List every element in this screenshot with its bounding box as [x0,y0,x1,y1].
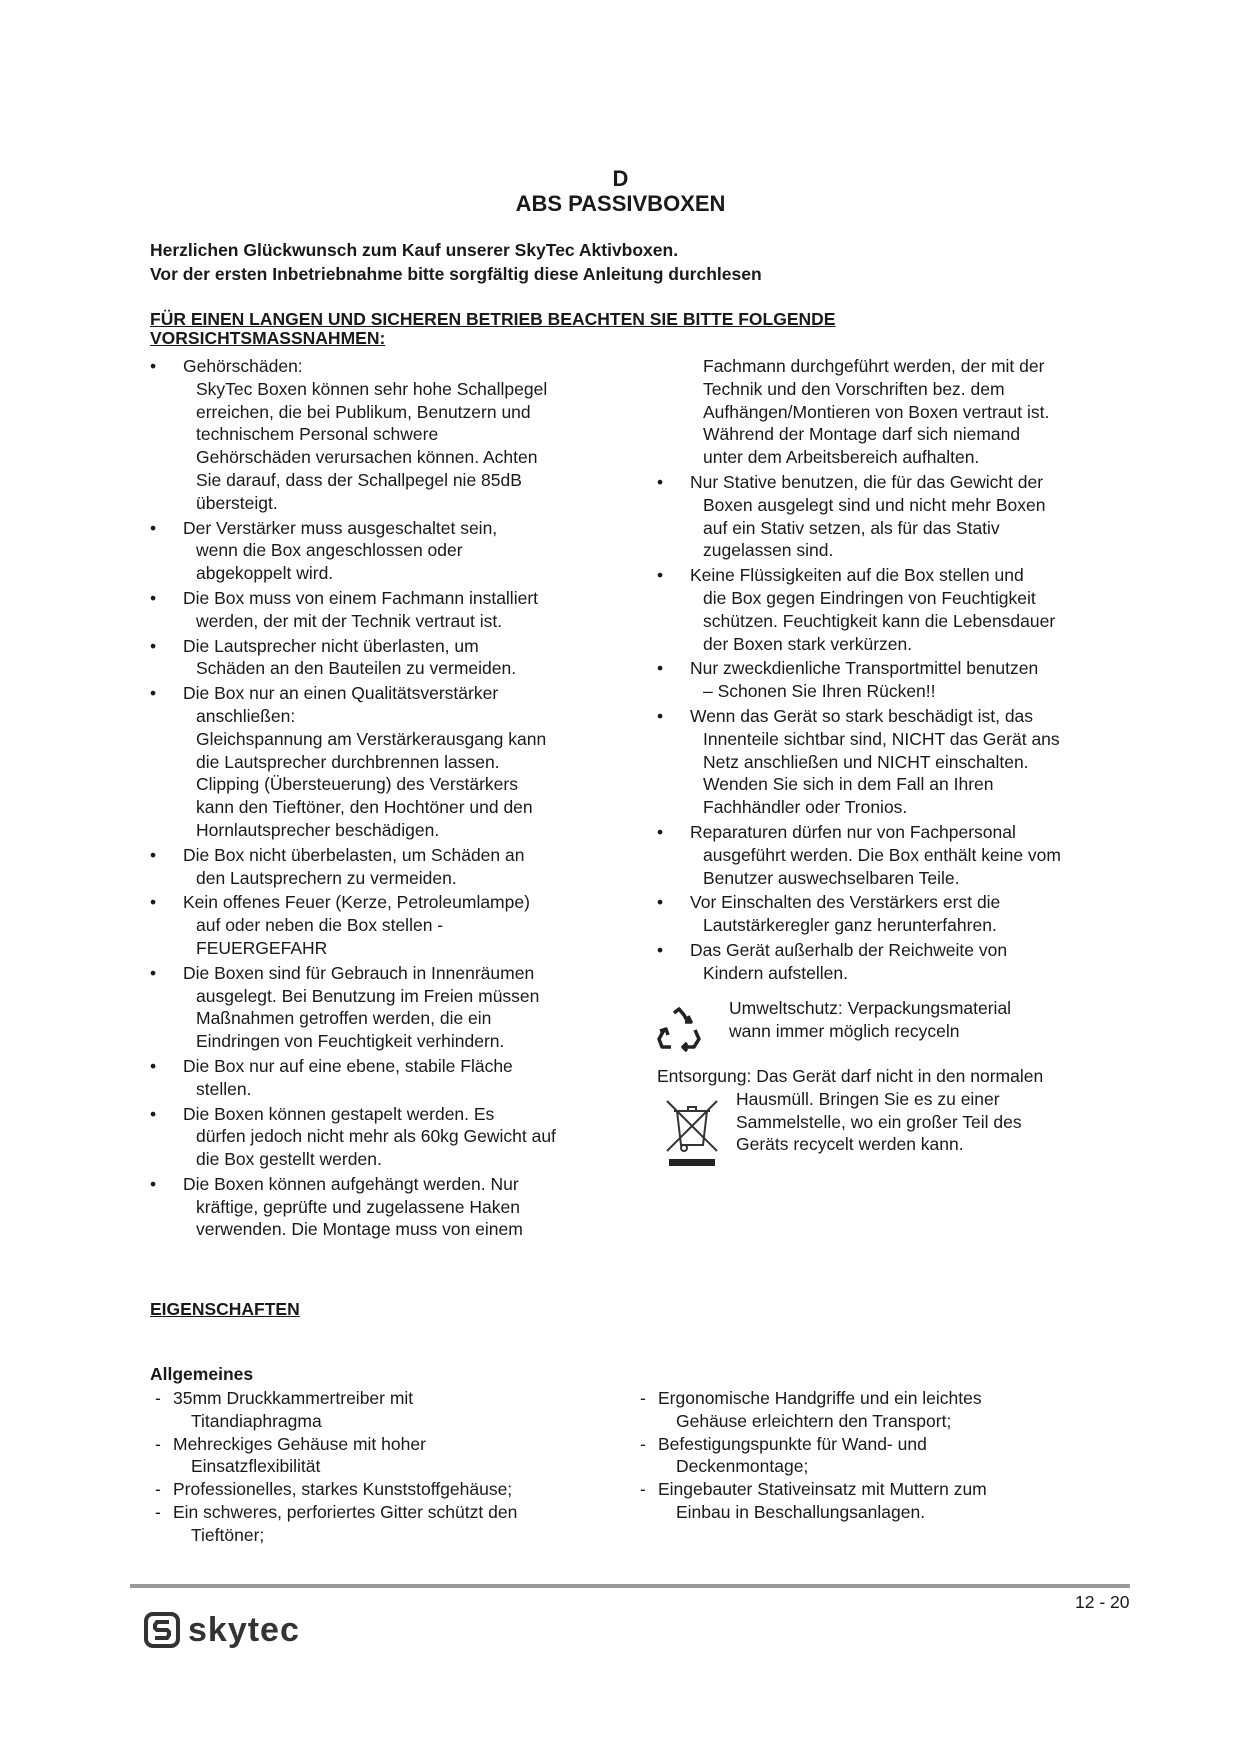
precaution-line: verwenden. Die Montage muss von einem [196,1219,523,1240]
feature-line: Eingebauter Stativeinsatz mit Muttern zum [658,1479,987,1500]
spacer [150,1241,610,1243]
precaution-item [150,355,610,515]
bullet: • [150,1103,157,1124]
dash: - [155,1479,161,1500]
disposal-line-4: Geräts recycelt werden kann. [736,1134,964,1155]
feature-item [155,1501,605,1547]
precaution-item [150,517,610,585]
dash: - [640,1479,646,1500]
precaution-line: auf ein Stativ setzen, als für das Stativ [703,517,1000,538]
bullet: • [150,1173,157,1194]
intro [150,238,762,286]
precaution-line: Maßnahmen getroffen werden, die ein [196,1008,492,1029]
precaution-line: Die Box muss von einem Fachmann installiert [183,587,539,608]
bullet: • [657,892,664,913]
precaution-line: Die Box nicht überbelasten, um Schäden an [183,844,525,865]
precaution-line: Gehörschäden verursachen können. Achten [196,447,538,468]
precaution-line: Eindringen von Feuchtigkeit verhindern. [196,1031,505,1052]
feature-item [155,1433,605,1479]
feature-line: Professionelles, starkes Kunststoffgehäuse; [173,1479,513,1500]
feature-item [155,1478,605,1501]
precaution-line: auf oder neben die Box stellen - [196,915,444,936]
precaution-line: Sie darauf, dass der Schallpegel nie 85dB [196,469,522,490]
precaution-line: Fachhändler oder Tronios. [703,797,908,818]
dash: - [155,1501,161,1522]
dash: - [155,1433,161,1454]
precaution-line: den Lautsprechern zu vermeiden. [196,867,457,888]
bullet: • [657,658,664,679]
dash: - [640,1388,646,1408]
precaution-line: SkyTec Boxen können sehr hohe Schallpegel [196,378,548,399]
precaution-line: Clipping (Übersteuerung) des Verstärkers [196,774,518,795]
disposal-line-1: Entsorgung: Das Gerät darf nicht in den normalen [657,1066,1044,1086]
precaution-item [657,657,1107,703]
precaution-continuation-line: unter dem Arbeitsbereich aufhalten. [703,447,980,468]
precaution-item [150,962,610,1053]
precaution-line: die Lautsprecher durchbrennen lassen. [196,751,500,772]
precaution-item [657,939,1107,985]
precaution-continuation-line: Während der Montage darf sich niemand [703,424,1021,445]
precaution-line: – Schonen Sie Ihren Rücken!! [703,681,936,702]
disposal-line-3: Sammelstelle, wo ein großer Teil des [736,1111,1022,1132]
precaution-item [657,471,1107,562]
bullet: • [150,844,157,865]
precaution-line: kräftige, geprüfte und zugelassene Haken [196,1196,520,1217]
precaution-line: schützen. Feuchtigkeit kann die Lebensdauer [703,610,1056,631]
features-heading: EIGENSCHAFTEN [150,1299,300,1319]
precaution-line: Die Lautsprecher nicht überlasten, um [183,635,479,656]
precaution-line: Lautstärkeregler ganz herunterfahren. [703,915,997,936]
feature-line: 35mm Druckkammertreiber mit [173,1388,414,1408]
precaution-line: Der Verstärker muss ausgeschaltet sein, [183,517,498,538]
precaution-line: Die Boxen können aufgehängt werden. Nur [183,1173,519,1194]
disposal-line-2: Hausmüll. Bringen Sie es zu einer [736,1088,1000,1109]
crossed-bin-icon [663,1095,721,1167]
precaution-line: Boxen ausgelegt sind und nicht mehr Boxen [703,494,1046,515]
precaution-line: ausgelegt. Bei Benutzung im Freien müssen [196,985,540,1006]
precaution-line: die Box gestellt werden. [196,1149,382,1170]
precautions-heading-line-2: VORSICHTSMASSNAHMEN: [150,328,386,348]
environment-line-1: Umweltschutz: Verpackungsmaterial [729,998,1012,1018]
precaution-line: Gehörschäden: [183,356,303,376]
precaution-continuation-line: Fachmann durchgeführt werden, der mit der [703,356,1045,376]
precaution-line: Netz anschließen und NICHT einschalten. [703,751,1029,772]
precaution-line: Wenn das Gerät so stark beschädigt ist, das [690,705,1034,726]
bullet: • [150,587,157,608]
feature-line: Tieftöner; [191,1524,265,1545]
feature-line: Befestigungspunkte für Wand- und [658,1433,927,1454]
precaution-line: Die Box nur auf eine ebene, stabile Fläche [183,1055,513,1076]
dash: - [640,1433,646,1454]
precaution-continuation-line: Technik und den Vorschriften bez. dem [703,378,1005,399]
section-letter: D [612,166,629,191]
precaution-line: stellen. [196,1078,252,1099]
bullet: • [657,565,664,586]
precaution-line: technischem Personal schwere [196,424,439,445]
precaution-line: dürfen jedoch nicht mehr als 60kg Gewicht auf [196,1126,556,1147]
skytec-logo-icon [144,1612,180,1648]
precaution-line: übersteigt. [196,492,278,513]
bullet: • [150,356,157,376]
bullet: • [150,635,157,656]
precaution-line: Keine Flüssigkeiten auf die Box stellen und [690,565,1024,586]
page-title: ABS PASSIVBOXEN [515,191,726,216]
bullet: • [150,962,157,983]
precaution-item [150,587,610,633]
precaution-line: werden, der mit der Technik vertraut ist. [196,610,503,631]
bullet: • [150,517,157,538]
bullet: • [150,1055,157,1076]
precaution-line: Schäden an den Bauteilen zu vermeiden. [196,658,517,679]
feature-item [640,1478,1110,1524]
feature-line: Titandiaphragma [191,1410,322,1431]
precaution-line: Vor Einschalten des Verstärkers erst die [690,892,1001,913]
bullet: • [150,683,157,704]
features-right-list [640,1387,1110,1524]
footer-divider [130,1584,1130,1588]
precaution-line: abgekoppelt wird. [196,563,334,584]
feature-item [155,1387,605,1433]
precautions-heading-line-1: FÜR EINEN LANGEN UND SICHEREN BETRIEB BEACHTEN SIE BITTE FOLGENDE [150,309,836,329]
feature-line: Ergonomische Handgriffe und ein leichtes [658,1388,982,1408]
feature-item [640,1387,1110,1433]
precaution-line: wenn die Box angeschlossen oder [196,540,463,561]
precaution-line: anschließen: [196,705,296,726]
precaution-line: Wenden Sie sich in dem Fall an Ihren [703,774,994,795]
features-subheading: Allgemeines [150,1364,254,1384]
precaution-item [150,1103,610,1171]
precaution-line: Benutzer auswechselbaren Teile. [703,867,960,888]
precaution-item [657,564,1107,655]
precaution-item [150,682,610,842]
brand-logo [144,1612,314,1652]
precaution-item [150,844,610,890]
precaution-line: Gleichspannung am Verstärkerausgang kann [196,728,547,749]
precaution-line: der Boxen stark verkürzen. [703,633,913,654]
precaution-line: Kindern aufstellen. [703,962,848,983]
precaution-line: Reparaturen dürfen nur von Fachpersonal [690,821,1016,842]
precaution-line: Die Boxen sind für Gebrauch in Innenräumen [183,962,535,983]
bullet: • [150,892,157,913]
bullet: • [657,939,664,960]
precaution-line: Die Box nur an einen Qualitätsverstärker [183,683,499,704]
disposal-note [657,1065,1107,1156]
precaution-continuation-line: Aufhängen/Montieren von Boxen vertraut ist. [703,401,1050,422]
precaution-item [150,1173,610,1241]
precaution-line: kann den Tieftöner, den Hochtöner und den [196,797,533,818]
intro-line-1: Herzlichen Glückwunsch zum Kauf unserer SkyTec Aktivboxen. [150,240,679,260]
precaution-line: erreichen, die bei Publikum, Benutzern und [196,401,531,422]
feature-line: Deckenmontage; [676,1456,809,1477]
feature-line: Einsatzflexibilität [191,1456,321,1477]
precaution-line: die Box gegen Eindringen von Feuchtigkeit [703,587,1036,608]
intro-line-2: Vor der ersten Inbetriebnahme bitte sorgfältig diese Anleitung durchlesen [150,264,762,284]
precaution-line: Kein offenes Feuer (Kerze, Petroleumlampe) [183,892,530,913]
environment-line-2: wann immer möglich recyceln [729,1020,960,1041]
feature-line: Mehreckiges Gehäuse mit hoher [173,1433,426,1454]
precaution-line: ausgeführt werden. Die Box enthält keine vom [703,844,1061,865]
precaution-line: Das Gerät außerhalb der Reichweite von [690,939,1008,960]
precaution-item [150,891,610,959]
precaution-line: Die Boxen können gestapelt werden. Es [183,1103,495,1124]
spacer [657,985,1107,987]
precaution-line: Nur Stative benutzen, die für das Gewicht der [690,471,1044,492]
bullet: • [657,705,664,726]
recycle-icon [657,1007,701,1053]
precaution-item [657,891,1107,937]
features-left-list [155,1387,605,1547]
precaution-line: Innenteile sichtbar sind, NICHT das Gerät ans [703,728,1060,749]
brand-name: skytec [188,1611,300,1649]
precaution-item [657,705,1107,819]
feature-line: Einbau in Beschallungsanlagen. [676,1501,926,1522]
bullet: • [657,821,664,842]
feature-line: Ein schweres, perforiertes Gitter schützt den [173,1501,518,1522]
environment-note [657,997,1107,1043]
bullet: • [657,471,664,492]
dash: - [155,1388,161,1408]
precaution-line: Nur zweckdienliche Transportmittel benutzen [690,658,1039,679]
feature-item [640,1433,1110,1479]
precaution-item [657,821,1107,889]
precautions-heading [150,310,930,348]
page-number: 12 - 20 [1075,1592,1130,1612]
precaution-line: zugelassen sind. [703,540,834,561]
precautions-left-column [150,355,610,1243]
precaution-line: FEUERGEFAHR [196,937,328,958]
feature-line: Gehäuse erleichtern den Transport; [676,1410,952,1431]
precaution-item [150,635,610,681]
precaution-line: Hornlautsprecher beschädigen. [196,819,440,840]
precautions-right-column [657,355,1107,987]
precaution-item [150,1055,610,1101]
